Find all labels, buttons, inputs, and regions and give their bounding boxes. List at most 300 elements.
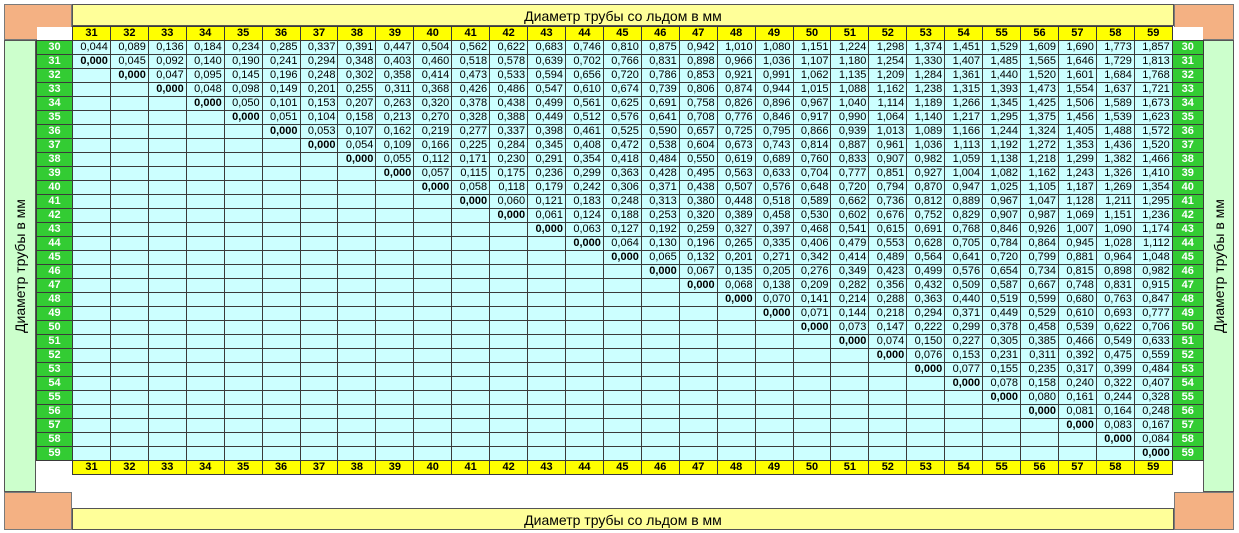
table-cell bbox=[528, 321, 566, 335]
table-cell bbox=[186, 335, 224, 349]
table-cell bbox=[148, 391, 186, 405]
table-cell: 0,047 bbox=[148, 69, 186, 83]
column-header: 49 bbox=[755, 461, 793, 475]
table-cell bbox=[565, 335, 603, 349]
table-row bbox=[37, 111, 1204, 125]
table-cell: 0,158 bbox=[338, 111, 376, 125]
table-cell bbox=[262, 279, 300, 293]
table-cell bbox=[224, 167, 262, 181]
table-cell bbox=[641, 307, 679, 321]
table-cell bbox=[300, 209, 338, 223]
column-header-row-bottom bbox=[37, 461, 1204, 475]
table-cell bbox=[262, 223, 300, 237]
table-cell: 0,259 bbox=[679, 223, 717, 237]
table-cell: 0,408 bbox=[565, 139, 603, 153]
table-cell bbox=[490, 335, 528, 349]
table-cell: 0,874 bbox=[717, 83, 755, 97]
table-cell bbox=[1096, 447, 1134, 461]
table-cell: 0,590 bbox=[641, 125, 679, 139]
table-cell bbox=[338, 293, 376, 307]
table-cell: 0,440 bbox=[945, 293, 983, 307]
table-cell bbox=[869, 391, 907, 405]
table-cell bbox=[376, 377, 414, 391]
table-cell bbox=[338, 321, 376, 335]
table-cell bbox=[186, 349, 224, 363]
table-cell: 0,945 bbox=[1058, 237, 1096, 251]
table-cell bbox=[603, 405, 641, 419]
table-cell: 0,192 bbox=[641, 223, 679, 237]
table-cell bbox=[565, 419, 603, 433]
table-cell bbox=[300, 419, 338, 433]
table-cell: 0,814 bbox=[793, 139, 831, 153]
table-cell: 0,449 bbox=[528, 111, 566, 125]
table-cell: 0,175 bbox=[490, 167, 528, 181]
table-cell bbox=[414, 293, 452, 307]
table-cell bbox=[565, 293, 603, 307]
table-cell bbox=[528, 405, 566, 419]
table-cell: 1,166 bbox=[945, 125, 983, 139]
table-cell: 0,127 bbox=[603, 223, 641, 237]
row-header-right: 37 bbox=[1172, 139, 1203, 153]
table-cell bbox=[603, 265, 641, 279]
table-cell bbox=[641, 293, 679, 307]
table-cell bbox=[452, 405, 490, 419]
column-header: 51 bbox=[831, 27, 869, 41]
table-cell bbox=[452, 335, 490, 349]
table-cell bbox=[300, 251, 338, 265]
table-cell bbox=[338, 447, 376, 461]
table-cell bbox=[641, 363, 679, 377]
table-cell bbox=[262, 307, 300, 321]
row-header-right: 43 bbox=[1172, 223, 1203, 237]
table-cell: 1,473 bbox=[1021, 83, 1059, 97]
table-cell: 0,625 bbox=[603, 97, 641, 111]
table-cell bbox=[110, 223, 148, 237]
table-cell: 0,833 bbox=[831, 153, 869, 167]
table-cell: 0,135 bbox=[717, 265, 755, 279]
table-cell: 0,702 bbox=[565, 55, 603, 69]
table-cell bbox=[186, 167, 224, 181]
table-cell bbox=[186, 237, 224, 251]
table-cell: 0,294 bbox=[907, 307, 945, 321]
table-row bbox=[37, 139, 1204, 153]
table-cell: 0,967 bbox=[793, 97, 831, 111]
table-cell bbox=[452, 209, 490, 223]
table-cell: 1,007 bbox=[1058, 223, 1096, 237]
table-cell: 0,271 bbox=[755, 251, 793, 265]
table-cell: 0,518 bbox=[755, 195, 793, 209]
table-cell bbox=[300, 195, 338, 209]
table-cell: 0,406 bbox=[793, 237, 831, 251]
row-header-left: 39 bbox=[37, 167, 73, 181]
table-cell bbox=[148, 265, 186, 279]
table-cell bbox=[907, 391, 945, 405]
table-cell: 1,047 bbox=[1021, 195, 1059, 209]
table-cell: 0,898 bbox=[679, 55, 717, 69]
table-cell: 0,118 bbox=[490, 181, 528, 195]
table-cell bbox=[831, 377, 869, 391]
table-cell: 0,990 bbox=[831, 111, 869, 125]
table-cell: 0,486 bbox=[490, 83, 528, 97]
table-cell bbox=[73, 405, 111, 419]
table-cell bbox=[224, 391, 262, 405]
table-cell: 0,725 bbox=[717, 125, 755, 139]
table-cell: 0,866 bbox=[793, 125, 831, 139]
table-cell bbox=[186, 139, 224, 153]
table-cell bbox=[376, 237, 414, 251]
table-cell bbox=[338, 433, 376, 447]
table-cell bbox=[186, 111, 224, 125]
column-header: 40 bbox=[414, 27, 452, 41]
table-cell: 1,299 bbox=[1058, 153, 1096, 167]
table-cell: 0,944 bbox=[755, 83, 793, 97]
table-row bbox=[37, 349, 1204, 363]
table-cell: 0,448 bbox=[717, 195, 755, 209]
table-cell: 0,967 bbox=[983, 195, 1021, 209]
table-cell bbox=[603, 335, 641, 349]
row-header-left: 47 bbox=[37, 279, 73, 293]
table-cell: 0,076 bbox=[907, 349, 945, 363]
blank-cell bbox=[37, 27, 73, 41]
table-cell: 0,628 bbox=[907, 237, 945, 251]
table-cell bbox=[490, 251, 528, 265]
table-cell: 1,080 bbox=[755, 41, 793, 55]
table-cell: 0,812 bbox=[907, 195, 945, 209]
table-cell: 0,784 bbox=[983, 237, 1021, 251]
table-cell: 0,875 bbox=[641, 41, 679, 55]
table-cell bbox=[148, 153, 186, 167]
table-cell: 0,000 bbox=[565, 237, 603, 251]
table-cell bbox=[376, 363, 414, 377]
table-cell bbox=[414, 447, 452, 461]
table-cell: 0,089 bbox=[110, 41, 148, 55]
table-cell: 0,234 bbox=[224, 41, 262, 55]
table-cell: 0,578 bbox=[490, 55, 528, 69]
table-cell bbox=[565, 265, 603, 279]
table-cell bbox=[262, 335, 300, 349]
column-header: 44 bbox=[565, 461, 603, 475]
table-cell: 0,371 bbox=[641, 181, 679, 195]
table-cell: 0,561 bbox=[565, 97, 603, 111]
table-cell: 1,857 bbox=[1134, 41, 1172, 55]
table-cell: 0,987 bbox=[1021, 209, 1059, 223]
table-cell bbox=[224, 293, 262, 307]
table-cell bbox=[376, 419, 414, 433]
table-cell: 1,539 bbox=[1096, 111, 1134, 125]
table-cell: 0,358 bbox=[376, 69, 414, 83]
table-cell: 0,136 bbox=[148, 41, 186, 55]
table-cell bbox=[414, 209, 452, 223]
table-row bbox=[37, 223, 1204, 237]
table-cell bbox=[679, 307, 717, 321]
table-cell: 1,238 bbox=[907, 83, 945, 97]
table-cell: 0,196 bbox=[679, 237, 717, 251]
table-cell: 1,107 bbox=[793, 55, 831, 69]
table-row bbox=[37, 195, 1204, 209]
table-cell bbox=[717, 419, 755, 433]
table-cell: 0,074 bbox=[869, 335, 907, 349]
table-cell bbox=[528, 391, 566, 405]
table-cell: 0,484 bbox=[1134, 363, 1172, 377]
table-cell bbox=[376, 321, 414, 335]
row-header-left: 54 bbox=[37, 377, 73, 391]
table-cell bbox=[603, 419, 641, 433]
table-cell: 0,288 bbox=[869, 293, 907, 307]
row-header-right: 36 bbox=[1172, 125, 1203, 139]
table-cell bbox=[148, 139, 186, 153]
table-cell bbox=[224, 153, 262, 167]
row-header-right: 55 bbox=[1172, 391, 1203, 405]
column-header: 33 bbox=[148, 461, 186, 475]
column-header: 56 bbox=[1021, 461, 1059, 475]
row-header-left: 30 bbox=[37, 41, 73, 55]
table-cell bbox=[755, 363, 793, 377]
table-cell bbox=[679, 293, 717, 307]
table-cell: 0,327 bbox=[717, 223, 755, 237]
table-cell bbox=[110, 265, 148, 279]
column-header: 55 bbox=[983, 27, 1021, 41]
column-header: 33 bbox=[148, 27, 186, 41]
table-cell bbox=[490, 223, 528, 237]
table-cell: 1,243 bbox=[1058, 167, 1096, 181]
header-title: Диаметр трубы со льдом в мм bbox=[524, 8, 722, 24]
row-header-right: 30 bbox=[1172, 41, 1203, 55]
table-cell: 0,589 bbox=[793, 195, 831, 209]
row-header-right: 35 bbox=[1172, 111, 1203, 125]
table-cell bbox=[148, 279, 186, 293]
column-header: 49 bbox=[755, 27, 793, 41]
table-cell: 0,231 bbox=[983, 349, 1021, 363]
table-cell: 0,915 bbox=[1134, 279, 1172, 293]
table-cell: 1,623 bbox=[1134, 111, 1172, 125]
table-cell: 1,036 bbox=[907, 139, 945, 153]
table-cell bbox=[110, 153, 148, 167]
table-cell: 0,939 bbox=[831, 125, 869, 139]
table-cell bbox=[224, 349, 262, 363]
table-cell: 0,058 bbox=[452, 181, 490, 195]
table-cell: 0,615 bbox=[869, 223, 907, 237]
table-cell: 0,533 bbox=[490, 69, 528, 83]
table-cell bbox=[528, 293, 566, 307]
row-header-left: 32 bbox=[37, 69, 73, 83]
table-cell: 0,564 bbox=[907, 251, 945, 265]
table-cell bbox=[73, 335, 111, 349]
table-cell: 1,192 bbox=[983, 139, 1021, 153]
table-cell bbox=[565, 279, 603, 293]
table-cell: 0,248 bbox=[1134, 405, 1172, 419]
table-cell: 0,438 bbox=[490, 97, 528, 111]
table-cell: 1,211 bbox=[1096, 195, 1134, 209]
table-cell bbox=[414, 223, 452, 237]
table-cell: 1,393 bbox=[983, 83, 1021, 97]
table-cell: 0,667 bbox=[1021, 279, 1059, 293]
table-cell bbox=[224, 433, 262, 447]
table-cell bbox=[224, 237, 262, 251]
table-cell: 0,253 bbox=[641, 209, 679, 223]
table-row bbox=[37, 307, 1204, 321]
table-cell: 0,489 bbox=[869, 251, 907, 265]
table-cell bbox=[73, 83, 111, 97]
table-cell: 1,375 bbox=[1021, 111, 1059, 125]
table-cell: 0,081 bbox=[1058, 405, 1096, 419]
table-cell bbox=[793, 447, 831, 461]
table-cell bbox=[262, 293, 300, 307]
table-cell bbox=[679, 447, 717, 461]
table-cell: 0,966 bbox=[717, 55, 755, 69]
table-cell bbox=[110, 447, 148, 461]
table-cell: 0,141 bbox=[793, 293, 831, 307]
table-cell bbox=[224, 335, 262, 349]
table-cell: 0,184 bbox=[186, 41, 224, 55]
table-cell bbox=[262, 139, 300, 153]
table-row bbox=[37, 279, 1204, 293]
table-row bbox=[37, 181, 1204, 195]
column-header: 32 bbox=[110, 461, 148, 475]
table-cell: 0,236 bbox=[528, 167, 566, 181]
table-cell: 0,786 bbox=[641, 69, 679, 83]
table-cell: 0,000 bbox=[376, 167, 414, 181]
table-cell bbox=[490, 405, 528, 419]
row-header-left: 35 bbox=[37, 111, 73, 125]
table-cell: 1,354 bbox=[1134, 181, 1172, 195]
table-cell bbox=[224, 265, 262, 279]
table-cell bbox=[565, 321, 603, 335]
table-cell bbox=[300, 223, 338, 237]
table-cell: 0,829 bbox=[945, 209, 983, 223]
table-row bbox=[37, 377, 1204, 391]
table-cell: 0,196 bbox=[262, 69, 300, 83]
table-cell: 1,010 bbox=[717, 41, 755, 55]
table-cell bbox=[603, 307, 641, 321]
table-cell bbox=[452, 363, 490, 377]
table-row bbox=[37, 83, 1204, 97]
table-cell: 0,000 bbox=[300, 139, 338, 153]
table-cell: 1,572 bbox=[1134, 125, 1172, 139]
side-title-right: Диаметр трубы в мм bbox=[1210, 199, 1227, 333]
table-cell: 0,458 bbox=[755, 209, 793, 223]
table-cell: 1,410 bbox=[1134, 167, 1172, 181]
row-header-left: 33 bbox=[37, 83, 73, 97]
table-cell bbox=[110, 111, 148, 125]
table-cell bbox=[679, 363, 717, 377]
table-cell bbox=[679, 433, 717, 447]
table-cell: 0,594 bbox=[528, 69, 566, 83]
table-cell: 0,092 bbox=[148, 55, 186, 69]
table-cell bbox=[338, 377, 376, 391]
table-cell bbox=[300, 167, 338, 181]
row-header-right: 32 bbox=[1172, 69, 1203, 83]
table-cell bbox=[452, 433, 490, 447]
table-cell: 1,353 bbox=[1058, 139, 1096, 153]
table-cell bbox=[186, 377, 224, 391]
table-cell: 0,806 bbox=[679, 83, 717, 97]
table-cell bbox=[414, 405, 452, 419]
table-cell bbox=[565, 377, 603, 391]
table-cell: 0,473 bbox=[452, 69, 490, 83]
table-cell: 0,101 bbox=[262, 97, 300, 111]
table-cell: 0,398 bbox=[528, 125, 566, 139]
table-cell: 0,291 bbox=[528, 153, 566, 167]
table-cell: 0,706 bbox=[1134, 321, 1172, 335]
corner-bottom-right bbox=[1174, 492, 1234, 530]
table-cell bbox=[831, 363, 869, 377]
row-header-left: 46 bbox=[37, 265, 73, 279]
table-cell bbox=[186, 153, 224, 167]
table-cell bbox=[300, 181, 338, 195]
table-cell: 0,000 bbox=[490, 209, 528, 223]
table-cell: 0,235 bbox=[1021, 363, 1059, 377]
table-cell bbox=[528, 363, 566, 377]
table-cell: 0,164 bbox=[1096, 405, 1134, 419]
row-header-right: 53 bbox=[1172, 363, 1203, 377]
table-cell bbox=[565, 447, 603, 461]
table-cell: 0,045 bbox=[110, 55, 148, 69]
row-header-right: 47 bbox=[1172, 279, 1203, 293]
column-header-row-top bbox=[37, 27, 1204, 41]
table-cell: 1,451 bbox=[945, 41, 983, 55]
blank-cell bbox=[37, 461, 73, 475]
table-cell bbox=[641, 447, 679, 461]
table-cell: 0,389 bbox=[717, 209, 755, 223]
table-cell bbox=[338, 349, 376, 363]
table-cell: 0,080 bbox=[1021, 391, 1059, 405]
table-cell: 0,479 bbox=[831, 237, 869, 251]
table-cell: 0,132 bbox=[679, 251, 717, 265]
table-cell: 0,720 bbox=[603, 69, 641, 83]
table-cell: 0,201 bbox=[300, 83, 338, 97]
table-cell: 0,576 bbox=[945, 265, 983, 279]
table-cell: 0,207 bbox=[338, 97, 376, 111]
table-cell bbox=[73, 391, 111, 405]
column-header: 37 bbox=[300, 27, 338, 41]
table-cell: 0,763 bbox=[1096, 293, 1134, 307]
table-cell bbox=[110, 433, 148, 447]
table-cell bbox=[224, 139, 262, 153]
table-cell bbox=[110, 349, 148, 363]
table-cell: 0,641 bbox=[641, 111, 679, 125]
table-cell bbox=[262, 237, 300, 251]
table-cell bbox=[452, 419, 490, 433]
table-cell bbox=[73, 377, 111, 391]
table-cell bbox=[110, 335, 148, 349]
table-cell: 0,392 bbox=[1058, 349, 1096, 363]
table-cell: 0,947 bbox=[945, 181, 983, 195]
table-cell bbox=[907, 433, 945, 447]
column-header: 53 bbox=[907, 461, 945, 475]
table-cell: 0,348 bbox=[338, 55, 376, 69]
row-header-left: 55 bbox=[37, 391, 73, 405]
column-header: 40 bbox=[414, 461, 452, 475]
table-cell: 0,322 bbox=[1096, 377, 1134, 391]
table-cell bbox=[793, 377, 831, 391]
table-row bbox=[37, 405, 1204, 419]
table-row bbox=[37, 419, 1204, 433]
side-band-left bbox=[4, 40, 36, 492]
table-cell: 0,720 bbox=[983, 251, 1021, 265]
column-header: 39 bbox=[376, 27, 414, 41]
table-cell: 0,371 bbox=[945, 307, 983, 321]
thickness-table bbox=[36, 26, 1204, 475]
table-cell bbox=[224, 181, 262, 195]
table-cell bbox=[755, 433, 793, 447]
table-cell: 0,147 bbox=[869, 321, 907, 335]
table-cell bbox=[338, 237, 376, 251]
table-cell bbox=[186, 125, 224, 139]
row-header-right: 41 bbox=[1172, 195, 1203, 209]
table-cell bbox=[110, 195, 148, 209]
table-cell bbox=[603, 279, 641, 293]
table-cell bbox=[338, 307, 376, 321]
